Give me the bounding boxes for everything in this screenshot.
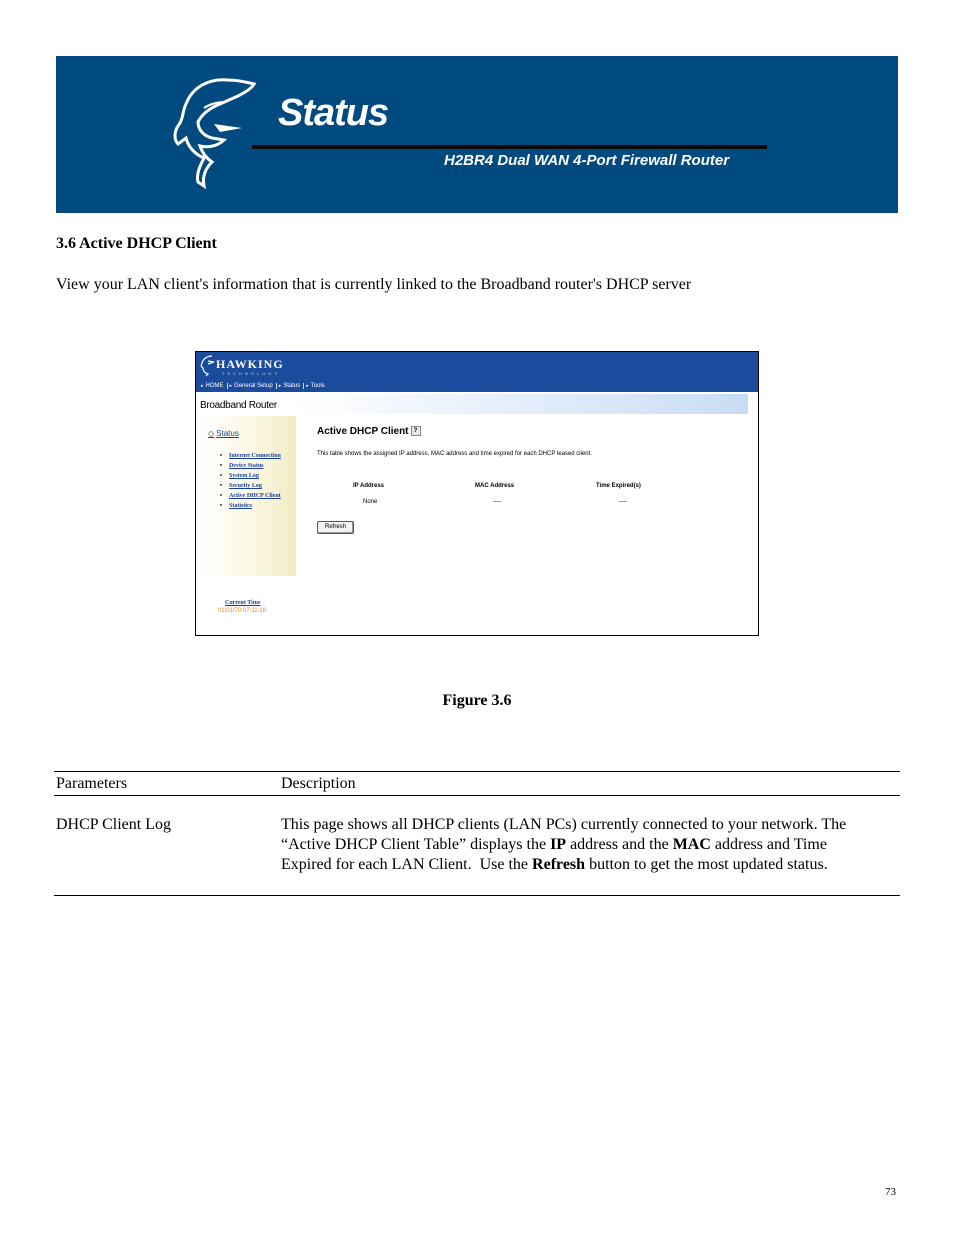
sidebar-item-label: Security Log (229, 483, 262, 489)
bullet-icon: • (220, 453, 223, 459)
sidebar-item-label: Statistics (229, 503, 252, 509)
router-top-nav (199, 381, 328, 391)
router-ui-screenshot (195, 351, 759, 636)
status-banner (56, 56, 898, 213)
header-parameters: Parameters (56, 775, 128, 792)
desc-text: address and Time (710, 836, 827, 853)
desc-bold-ip: IP (550, 836, 567, 853)
current-time-value: 01/01/70 07:11:18 (218, 608, 266, 614)
nav-arrow-icon: ▸ (278, 383, 282, 389)
nav-arrow-icon: ▸ (306, 383, 309, 389)
bullet-icon: • (220, 483, 223, 489)
content-title-text: Active DHCP Client (317, 426, 409, 437)
cell-mac: ---- (493, 499, 501, 505)
hawk-logo-icon (168, 74, 258, 192)
desc-text: button to get the most updated status. (585, 856, 828, 873)
sidebar-item-device-status[interactable] (220, 461, 287, 471)
refresh-button[interactable]: Refresh (317, 521, 354, 534)
description-line-2 (281, 835, 901, 855)
nav-arrow-icon: ▸ (229, 383, 233, 389)
nav-home-label: HOME (205, 383, 224, 389)
desc-text: address and the (566, 836, 673, 853)
cell-ip: None (363, 499, 378, 505)
nav-arrow-icon: ▸ (201, 383, 204, 389)
desc-bold-refresh: Refresh (532, 856, 586, 873)
nav-status[interactable] (277, 383, 305, 389)
sidebar-item-statistics[interactable] (220, 501, 287, 511)
column-header-ip: IP Address (353, 483, 385, 489)
banner-subtitle: H2BR4 Dual WAN 4-Port Firewall Router (444, 152, 730, 169)
desc-text: “Active DHCP Client Table” displays the (281, 836, 551, 853)
sidebar-item-active-dhcp-client[interactable] (220, 491, 287, 501)
param-description (281, 815, 901, 875)
router-header (196, 352, 758, 392)
sidebar-item-internet-connection[interactable] (220, 451, 287, 461)
sidebar-item-security-log[interactable] (220, 481, 287, 491)
nav-general-setup[interactable] (228, 383, 277, 389)
nav-tools-label: Tools (310, 383, 325, 389)
diamond-icon: ◇ (208, 429, 215, 438)
bullet-icon: • (220, 493, 223, 499)
column-header-time: Time Expired(s) (596, 483, 641, 489)
nav-general-setup-label: General Setup (234, 383, 273, 389)
content-title (317, 426, 421, 437)
nav-home[interactable] (199, 383, 228, 389)
figure-caption: Figure 3.6 (442, 692, 512, 709)
param-name: DHCP Client Log (56, 816, 171, 833)
sidebar-item-label: Internet Connection (229, 453, 281, 459)
table-bottom-rule (54, 895, 900, 896)
nav-tools[interactable] (304, 383, 328, 389)
section-heading: 3.6 Active DHCP Client (56, 235, 217, 252)
sidebar-menu (220, 451, 287, 511)
hawking-logo-sub: TECHNOLOGY (222, 371, 281, 376)
hawk-small-icon (200, 355, 216, 377)
sidebar-item-label: System Log (229, 473, 259, 479)
sidebar-status-label: Status (216, 429, 239, 438)
bullet-icon: • (220, 473, 223, 479)
help-icon[interactable]: ? (411, 426, 421, 436)
nav-status-label: Status (283, 383, 301, 389)
sidebar-status-link[interactable] (208, 429, 239, 438)
sidebar-item-system-log[interactable] (220, 471, 287, 481)
table-header-rule (54, 795, 900, 796)
bullet-icon: • (220, 503, 223, 509)
brand-bar (196, 394, 748, 414)
description-line-3 (281, 855, 901, 875)
section-intro: View your LAN client's information that is currently linked to the Broadband router's DHCP server (56, 276, 692, 293)
banner-divider (252, 145, 767, 149)
table-top-rule (54, 771, 900, 772)
banner-title: Status (278, 92, 389, 134)
page-number: 73 (885, 1186, 896, 1198)
header-description: Description (281, 775, 356, 792)
content-description: This table shows the assigned IP address, MAC address and time expired for each DHCP leased client. (317, 451, 592, 457)
sidebar-item-label: Device Status (229, 463, 264, 469)
cell-time: ---- (619, 499, 627, 505)
description-line-1: This page shows all DHCP clients (LAN PCs) currently connected to your network. The (281, 816, 847, 833)
desc-text: Expired for each LAN Client. Use the (281, 856, 533, 873)
brand-title: Broadband Router (200, 400, 277, 411)
hawking-logo: HAWKING (216, 357, 284, 371)
column-header-mac: MAC Address (475, 483, 515, 489)
current-time-label: Current Time (225, 600, 261, 606)
desc-bold-mac: MAC (672, 836, 711, 853)
right-edge (748, 394, 758, 635)
bullet-icon: • (220, 463, 223, 469)
sidebar-item-label: Active DHCP Client (229, 493, 281, 499)
